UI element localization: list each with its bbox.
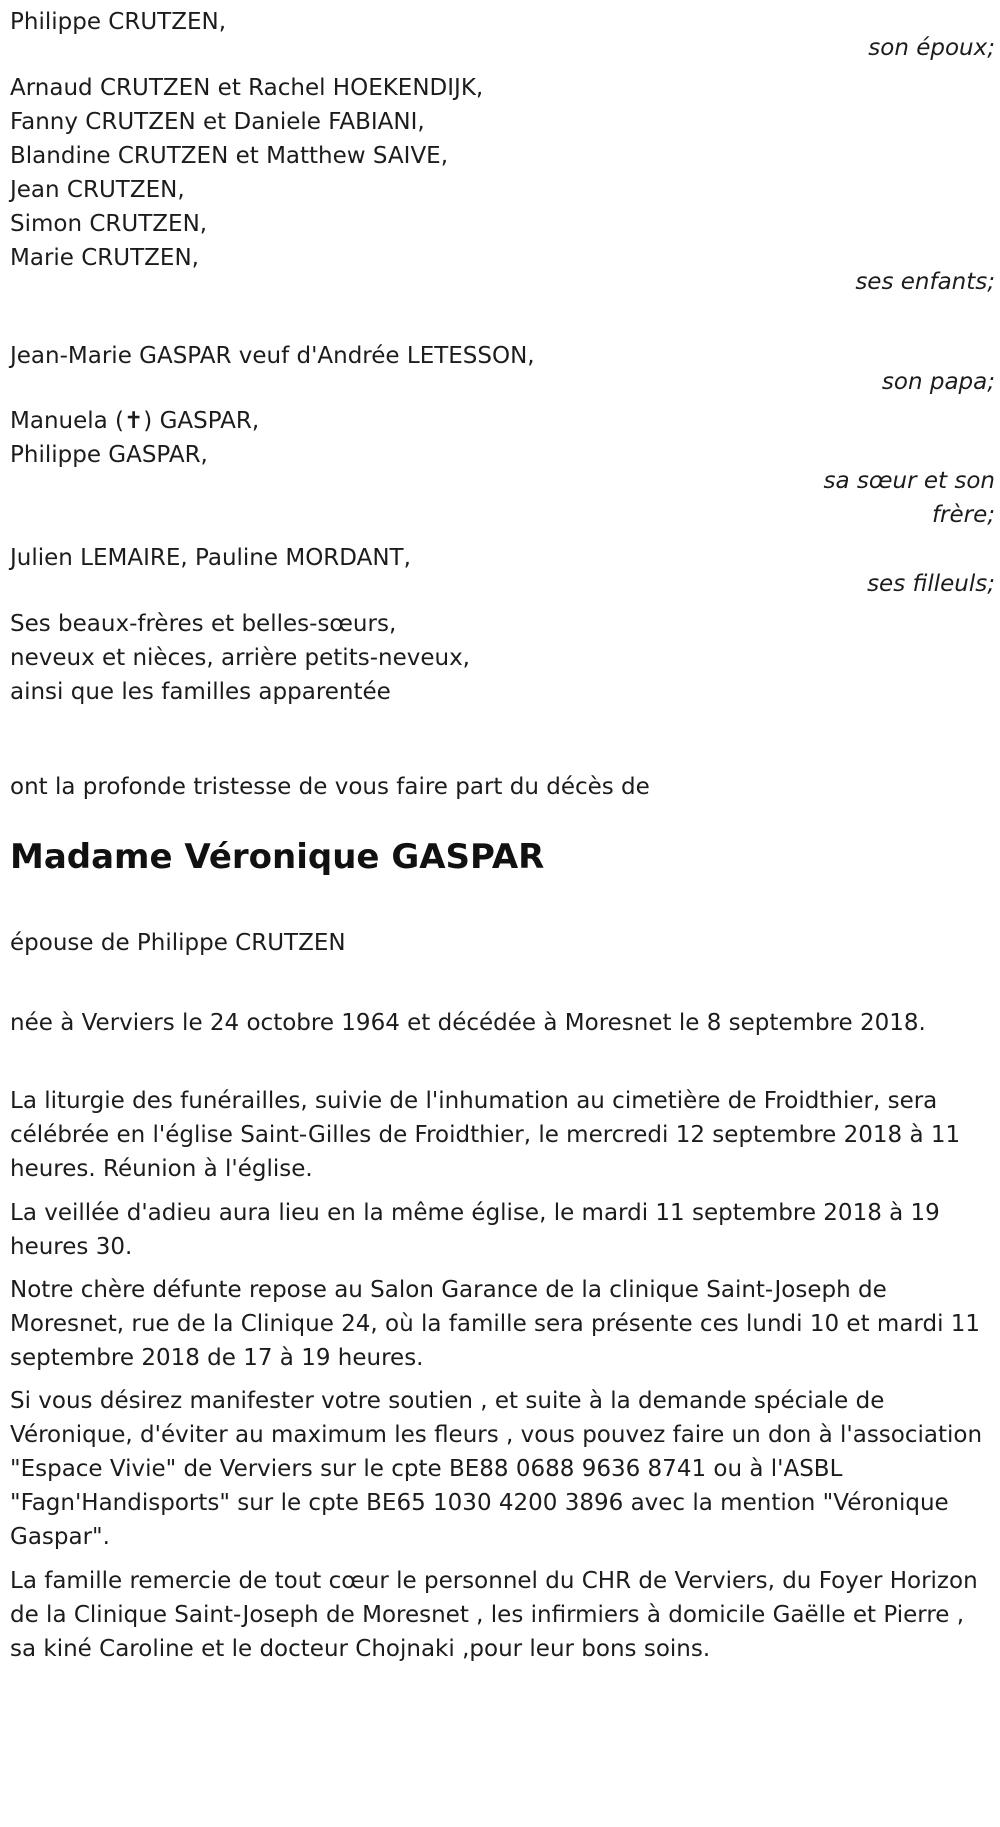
announcement-intro: ont la profonde tristesse de vous faire part du décès de xyxy=(10,774,650,800)
family-role: sa sœur et son xyxy=(823,468,995,494)
family-group-children xyxy=(10,71,995,299)
family-group-father xyxy=(10,339,995,399)
family-name: Manuela (✝) GASPAR, xyxy=(10,408,260,434)
deceased-name: Madame Véronique GASPAR xyxy=(10,837,545,877)
family-name: Jean CRUTZEN, xyxy=(10,177,185,203)
family-name: Jean-Marie GASPAR veuf d'Andrée LETESSON, xyxy=(10,343,535,369)
family-group-siblings xyxy=(10,404,995,532)
family-name: Arnaud CRUTZEN et Rachel HOEKENDIJK, xyxy=(10,75,484,101)
family-name: Marie CRUTZEN, xyxy=(10,245,199,271)
family-role: ses enfants; xyxy=(855,269,995,295)
family-group-extended xyxy=(10,607,995,709)
paragraph-birth-death: née à Verviers le 24 octobre 1964 et décédée à Moresnet le 8 septembre 2018. xyxy=(10,1010,926,1036)
family-role: son papa; xyxy=(881,369,995,395)
family-name: Fanny CRUTZEN et Daniele FABIANI, xyxy=(10,109,425,135)
family-name: neveux et nièces, arrière petits-neveux, xyxy=(10,645,470,671)
paragraph-thanks: La famille remercie de tout cœur le personnel du CHR de Verviers, du Foyer Horizon de la Clinique Saint-Joseph de Moresnet , les infirmiers à domicile Gaëlle et Pierre , sa kiné Caroline et le docteur Chojnaki ,pour leur bons soins. xyxy=(10,1568,978,1662)
family-name: ainsi que les familles apparentée xyxy=(10,679,391,705)
paragraph-donations: Si vous désirez manifester votre soutien , et suite à la demande spéciale de Véronique, d'éviter au maximum les fleurs , vous pouvez faire un don à l'association "Espace Vivie" de Verviers sur le cpte BE88 0688 9636 8741 ou à l'ASBL "Fagn'Handisports" sur le cpte BE65 1030 4200 3896 avec la mention "Véronique Gaspar". xyxy=(10,1388,983,1550)
family-name: Julien LEMAIRE, Pauline MORDANT, xyxy=(10,545,411,571)
family-role: frère; xyxy=(931,502,995,528)
family-group-spouse xyxy=(10,5,995,65)
spouse-line: épouse de Philippe CRUTZEN xyxy=(10,930,346,956)
paragraph-repose: Notre chère défunte repose au Salon Garance de la clinique Saint-Joseph de Moresnet, rue de la Clinique 24, où la famille sera présente ces lundi 10 et mardi 11 septembre 2018 de 17 à 19 heures. xyxy=(10,1277,981,1371)
paragraph-funeral: La liturgie des funérailles, suivie de l'inhumation au cimetière de Froidthier, sera célébrée en l'église Saint-Gilles de Froidthier, le mercredi 12 septembre 2018 à 11 heures. Réunion à l'église. xyxy=(10,1088,961,1182)
paragraph-vigil: La veillée d'adieu aura lieu en la même église, le mardi 11 septembre 2018 à 19 heures 30. xyxy=(10,1200,940,1260)
family-name: Philippe GASPAR, xyxy=(10,442,208,468)
family-group-godchildren xyxy=(10,541,995,601)
family-name: Ses beaux-frères et belles-sœurs, xyxy=(10,611,397,637)
family-name: Philippe CRUTZEN, xyxy=(10,9,227,35)
family-name: Blandine CRUTZEN et Matthew SAIVE, xyxy=(10,143,449,169)
family-role: son époux; xyxy=(868,35,995,61)
family-name: Simon CRUTZEN, xyxy=(10,211,208,237)
family-role: ses filleuls; xyxy=(867,571,995,597)
